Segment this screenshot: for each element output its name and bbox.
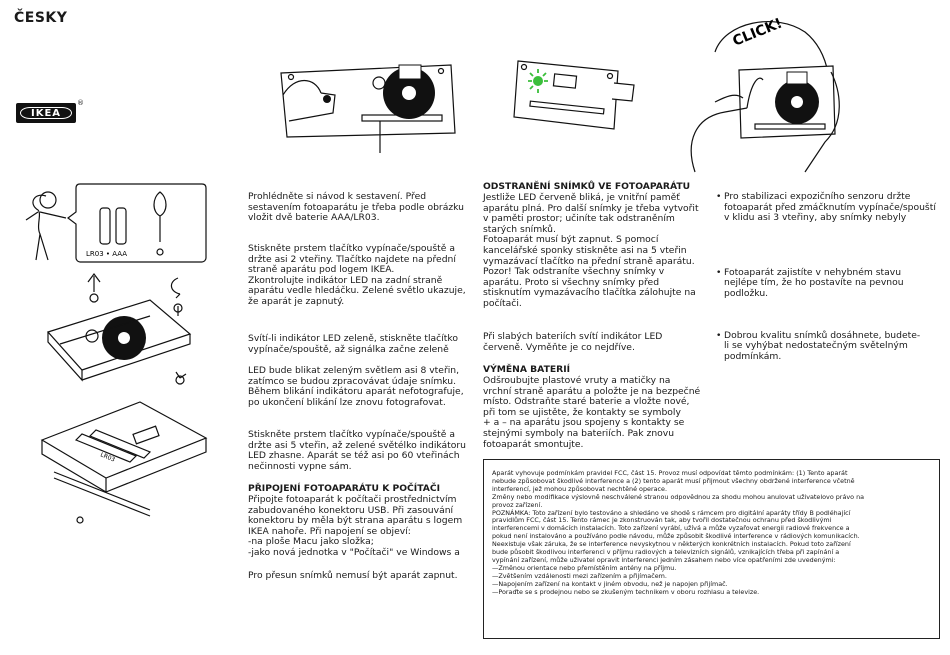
tip-bullet: • Fotoaparát zajistíte v nehybném stavu nejlépe tím, že ho postavíte na pevnou podložku. <box>716 268 950 300</box>
camera-back-illustration <box>510 55 640 140</box>
page-title: ČESKY <box>14 10 68 26</box>
power-off-instructions: Stiskněte prstem tlačítko vypínače/spouště a držte asi 5 vteřin, až zelené světélko indikátoru LED zhasne. Aparát se též asi po 60 vteřinách nečinnosti vypne sám. <box>248 429 466 472</box>
tip-bullet: • Pro stabilizaci expozičního senzoru držte fotoaparát před zmáčknutím vypínače/spouští v klidu asi 3 vteřiny, aby snímky nebyly <box>716 192 950 224</box>
connect-pc-heading: PŘIPOJENÍ FOTOAPARÁTU K POČÍTAČI <box>248 483 441 494</box>
delete-photos-heading: ODSTRANĚNÍ SNÍMKŮ VE FOTOAPARÁTU <box>483 181 691 192</box>
led-blink-info: LED bude blikat zeleným světlem asi 8 vteřin, zatímco se budou zpracovávat údaje snímku. Během blikání indikátoru aparát nefotografuje, po ukončení blikání lze znovu fotografovat. <box>248 365 464 408</box>
low-battery-note: Při slabých bateriích svítí indikátor LED červeně. Vyměňte je co nejdříve. <box>483 331 663 353</box>
logo-text: IKEA <box>20 107 72 119</box>
person-photographing-illustration <box>655 12 845 177</box>
battery-small-label: LR03 <box>99 451 116 464</box>
battery-compartment-illustration <box>40 400 210 530</box>
assembly-instructions: Prohlédněte si návod k sestavení. Před sestavením fotoaparátu je třeba podle obrázku vložit dvě baterie AAA/LR03. <box>248 191 465 224</box>
delete-photos-instructions: Jestliže LED červeně bliká, je vnitřní paměť aparátu plná. Pro další snímky je třeba vytvořit v paměti prostor; učiníte tak odstraněním starých snímků. Fotoaparát musí být zapnut. S pomocí kancelářské sponky stiskněte asi na 5 vteřin vymazávací tlačítko na přední straně aparátu. Pozor! Tak odstraníte všechny snímky v aparátu. Proto si všechny snímky před stisknutím vymazávacího tlačítka zálohujte na počítači. <box>483 192 699 309</box>
power-on-instructions: Stiskněte prstem tlačítko vypínače/spouště a držte asi 2 vteřiny. Tlačítko najdete na přední straně aparátu pod logem IKEA. Zkontrolujte indikátor LED na zadní straně aparátu vedle hledáčku. Zelené světlo ukazuje, že aparát je zapnutý. <box>248 243 466 307</box>
tip-bullet: • Dobrou kvalitu snímků dosáhnete, budete- li se vyhýbat nedostatečným světelným podmínkám. <box>716 331 950 363</box>
camera-front-illustration <box>275 55 460 155</box>
transfer-note: Pro přesun snímků nemusí být aparát zapnut. <box>248 570 458 581</box>
ikea-logo <box>16 103 76 123</box>
registered-mark: ® <box>77 99 84 107</box>
battery-type-label: LR03 • AAA <box>86 250 128 258</box>
assembly-illustration <box>40 270 210 400</box>
batteries-screwdriver-illustration <box>18 182 208 264</box>
replace-battery-instructions: Odšroubujte plastové vruty a matičky na vrchní straně aparátu a položte je na bezpečné místo. Odstraňte staré baterie a vložte nové, při tom se ujistěte, že kontakty se symboly + a – na aparátu jsou spojeny s kontakty se stejnými symboly na bateriích. Pak znovu fotoaparát smontujte. <box>483 375 701 450</box>
shutter-instructions: Svítí-li indikátor LED zeleně, stiskněte tlačítko vypínače/spouště, až signálka začne zeleně <box>248 333 459 355</box>
connect-pc-instructions: Připojte fotoaparát k počítači prostřednictvím zabudovaného konektoru USB. Při zasouvání konektoru by měla být strana aparátu s logem IKEA nahoře. Při napojení se objeví: -na ploše Macu jako složka; -jako nová jednotka v "Počítači" ve Windows a <box>248 494 463 558</box>
fcc-notice-box: Aparát vyhovuje podmínkám pravidel FCC, část 15. Provoz musí odpovídat těmto podmínkám: (1) Tento aparát nebude způsobovat škodlivé interference a (2) tento aparát musí přijmout všechny obdržené interference včetně interferencí, jež mohou způsobovat nechtěné operace. Změny nebo modifikace výslovně neschválené stranou odpovědnou za shodu mohou anulovat uživatelovo právo na provoz zařízení. POZNÁMKA: Toto zařízení bylo testováno a shledáno ve shodě s rámcem pro digitální aparáty třídy B podléhající pravidlům FCC, část 15. Tento rámec je zkonstruován tak, aby tvořil dostatečnou ochranu před škodlivými interferencemi v domácích instalacích. Toto zařízení vyrábí, užívá a může vyzařovat energii radiové frekvence a pokud není instalováno a používáno podle návodu, může způsobit škodlivé interference v rádiových komunikacích. Neexistuje však záruka, že se interference nevyskytnou v některých konkrétních instalacích. Pokud toto zařízení bude působit škodlivou interferenci v příjmu radiových a televizních signálů, vznikajících třeba při zapínání a vypínání zařízení, může uživatel opravit interferenci jedním zásahem nebo více opatřeními zde uvedenými: —Změnou orientace nebo přemístěním antény na příjmu. —Zvětšením vzdálenosti mezi zařízením a přijímačem. —Napojením zařízení na kontakt v jiném obvodu, než je napojen přijímač. —Poraďte se s prodejnou nebo se zkušeným technikem v oboru rozhlasu a televize. <box>483 459 940 639</box>
click-label: CLICK! <box>730 15 785 50</box>
replace-battery-heading: VÝMĚNA BATERIÍ <box>483 364 571 375</box>
